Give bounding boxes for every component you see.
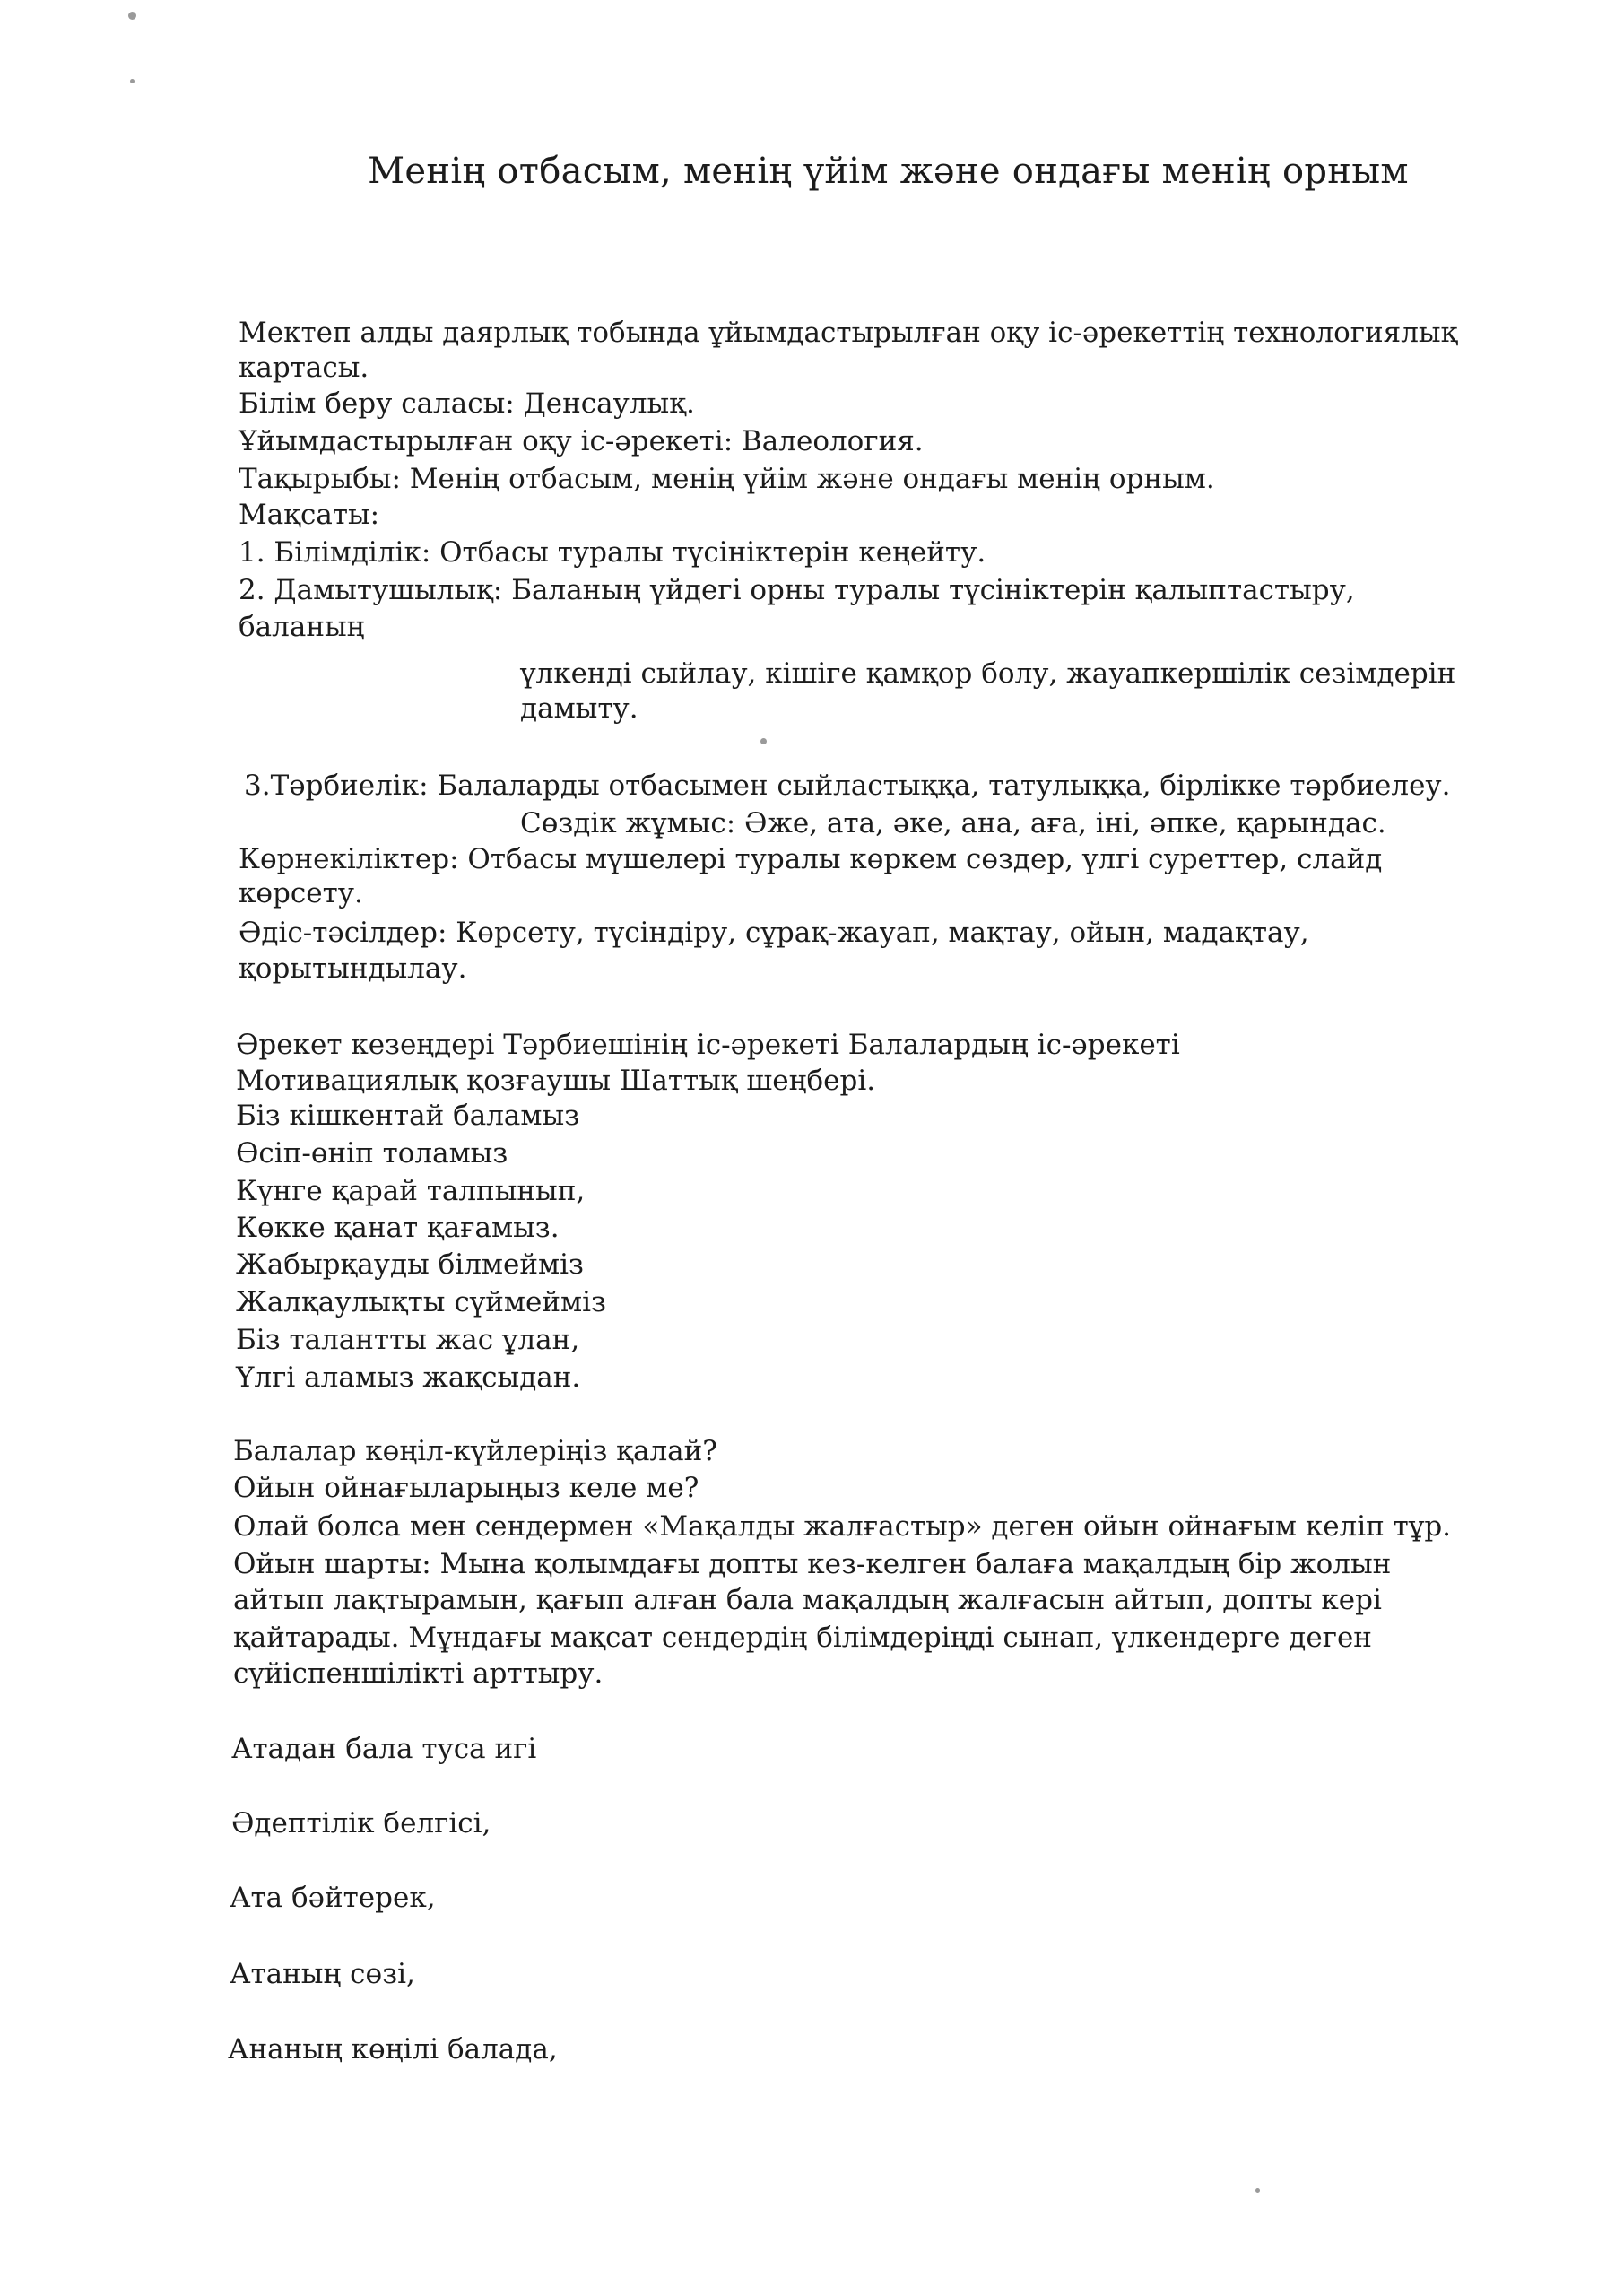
scan-speck <box>130 79 135 83</box>
text-line: Күнге қарай талпынып, <box>236 1175 586 1207</box>
text-line: Білім беру саласы: Денсаулық. <box>239 387 695 420</box>
document-title: Менің отбасым, менің үйім және ондағы менің орным <box>368 151 1409 192</box>
text-line: Біз талантты жас ұлан, <box>236 1324 580 1356</box>
text-line: Ата бәйтерек, <box>230 1882 436 1914</box>
text-line: баланың <box>239 611 365 643</box>
scan-speck <box>1255 2188 1260 2193</box>
scan-speck <box>760 738 767 744</box>
text-line: Олай болса мен сендермен «Мақалды жалғастыр» деген ойын ойнағым келіп тұр. <box>233 1510 1452 1543</box>
text-line: Ойын шарты: Мына қолымдағы допты кез-келген балаға мақалдың бір жолын <box>233 1548 1392 1580</box>
text-line: Жалқаулықты сүймейміз <box>236 1286 606 1318</box>
text-line: Мектеп алды даярлық тобында ұйымдастырылған оқу іс-әрекеттің технологиялық <box>239 317 1458 349</box>
text-line: Көрнекіліктер: Отбасы мүшелері туралы көркем сөздер, үлгі суреттер, слайд <box>239 843 1383 875</box>
text-line: 2. Дамытушылық: Баланың үйдегі орны туралы түсініктерін қалыптастыру, <box>239 574 1355 606</box>
text-line: Әдептілік белгісі, <box>231 1807 491 1839</box>
text-line: көрсету. <box>239 877 363 909</box>
text-line: Өсіп-өніп толамыз <box>236 1137 508 1170</box>
text-line: картасы. <box>239 352 369 384</box>
text-line: Балалар көңіл-күйлеріңіз қалай? <box>233 1435 717 1467</box>
text-line: 3.Тәрбиелік: Балаларды отбасымен сыйластыққа, татулыққа, бірлікке тәрбиелеу. <box>244 770 1451 802</box>
text-line: айтып лақтырамын, қағып алған бала мақалдың жалғасын айтып, допты кері <box>233 1584 1382 1616</box>
text-line: үлкенді сыйлау, кішіге қамқор болу, жауапкершілік сезімдерін <box>520 657 1456 690</box>
text-line: сүйіспеншілікті арттыру. <box>233 1657 604 1690</box>
scan-speck <box>128 12 136 20</box>
text-line: Сөздік жұмыс: Әже, ата, әке, ана, аға, іні, әпке, қарындас. <box>520 807 1386 839</box>
text-line: Атадан бала туса игі <box>231 1733 537 1765</box>
text-line: Әдіс-тәсілдер: Көрсету, түсіндіру, сұрақ-жауап, мақтау, ойын, мадақтау, <box>239 917 1309 949</box>
text-line: қайтарады. Мұндағы мақсат сендердің білімдеріңді сынап, үлкендерге деген <box>233 1622 1372 1654</box>
text-line: Ұйымдастырылған оқу іс-әрекеті: Валеология. <box>239 425 924 457</box>
text-line: Ананың көңілі балада, <box>228 2033 558 2066</box>
text-line: Үлгі аламыз жақсыдан. <box>236 1361 581 1394</box>
text-line: Мотивациялық қозғаушы Шаттық шеңбері. <box>236 1065 876 1097</box>
text-line: дамыту. <box>520 692 638 725</box>
text-line: Атаның сөзі, <box>230 1958 415 1990</box>
text-line: Ойын ойнағыларыңыз келе ме? <box>233 1472 699 1504</box>
text-line: Тақырыбы: Менің отбасым, менің үйім және ондағы менің орным. <box>239 463 1215 495</box>
text-line: Әрекет кезеңдері Тәрбиешінің іс-әрекеті Балалардың іс-әрекеті <box>236 1029 1180 1061</box>
text-line: 1. Білімділік: Отбасы туралы түсініктерін кеңейту. <box>239 536 986 569</box>
text-line: Біз кішкентай баламыз <box>236 1100 580 1132</box>
text-line: Жабырқауды білмейміз <box>236 1248 584 1281</box>
text-line: Мақсаты: <box>239 499 380 531</box>
text-line: қорытындылау. <box>239 952 467 985</box>
text-line: Көкке қанат қағамыз. <box>236 1212 560 1244</box>
